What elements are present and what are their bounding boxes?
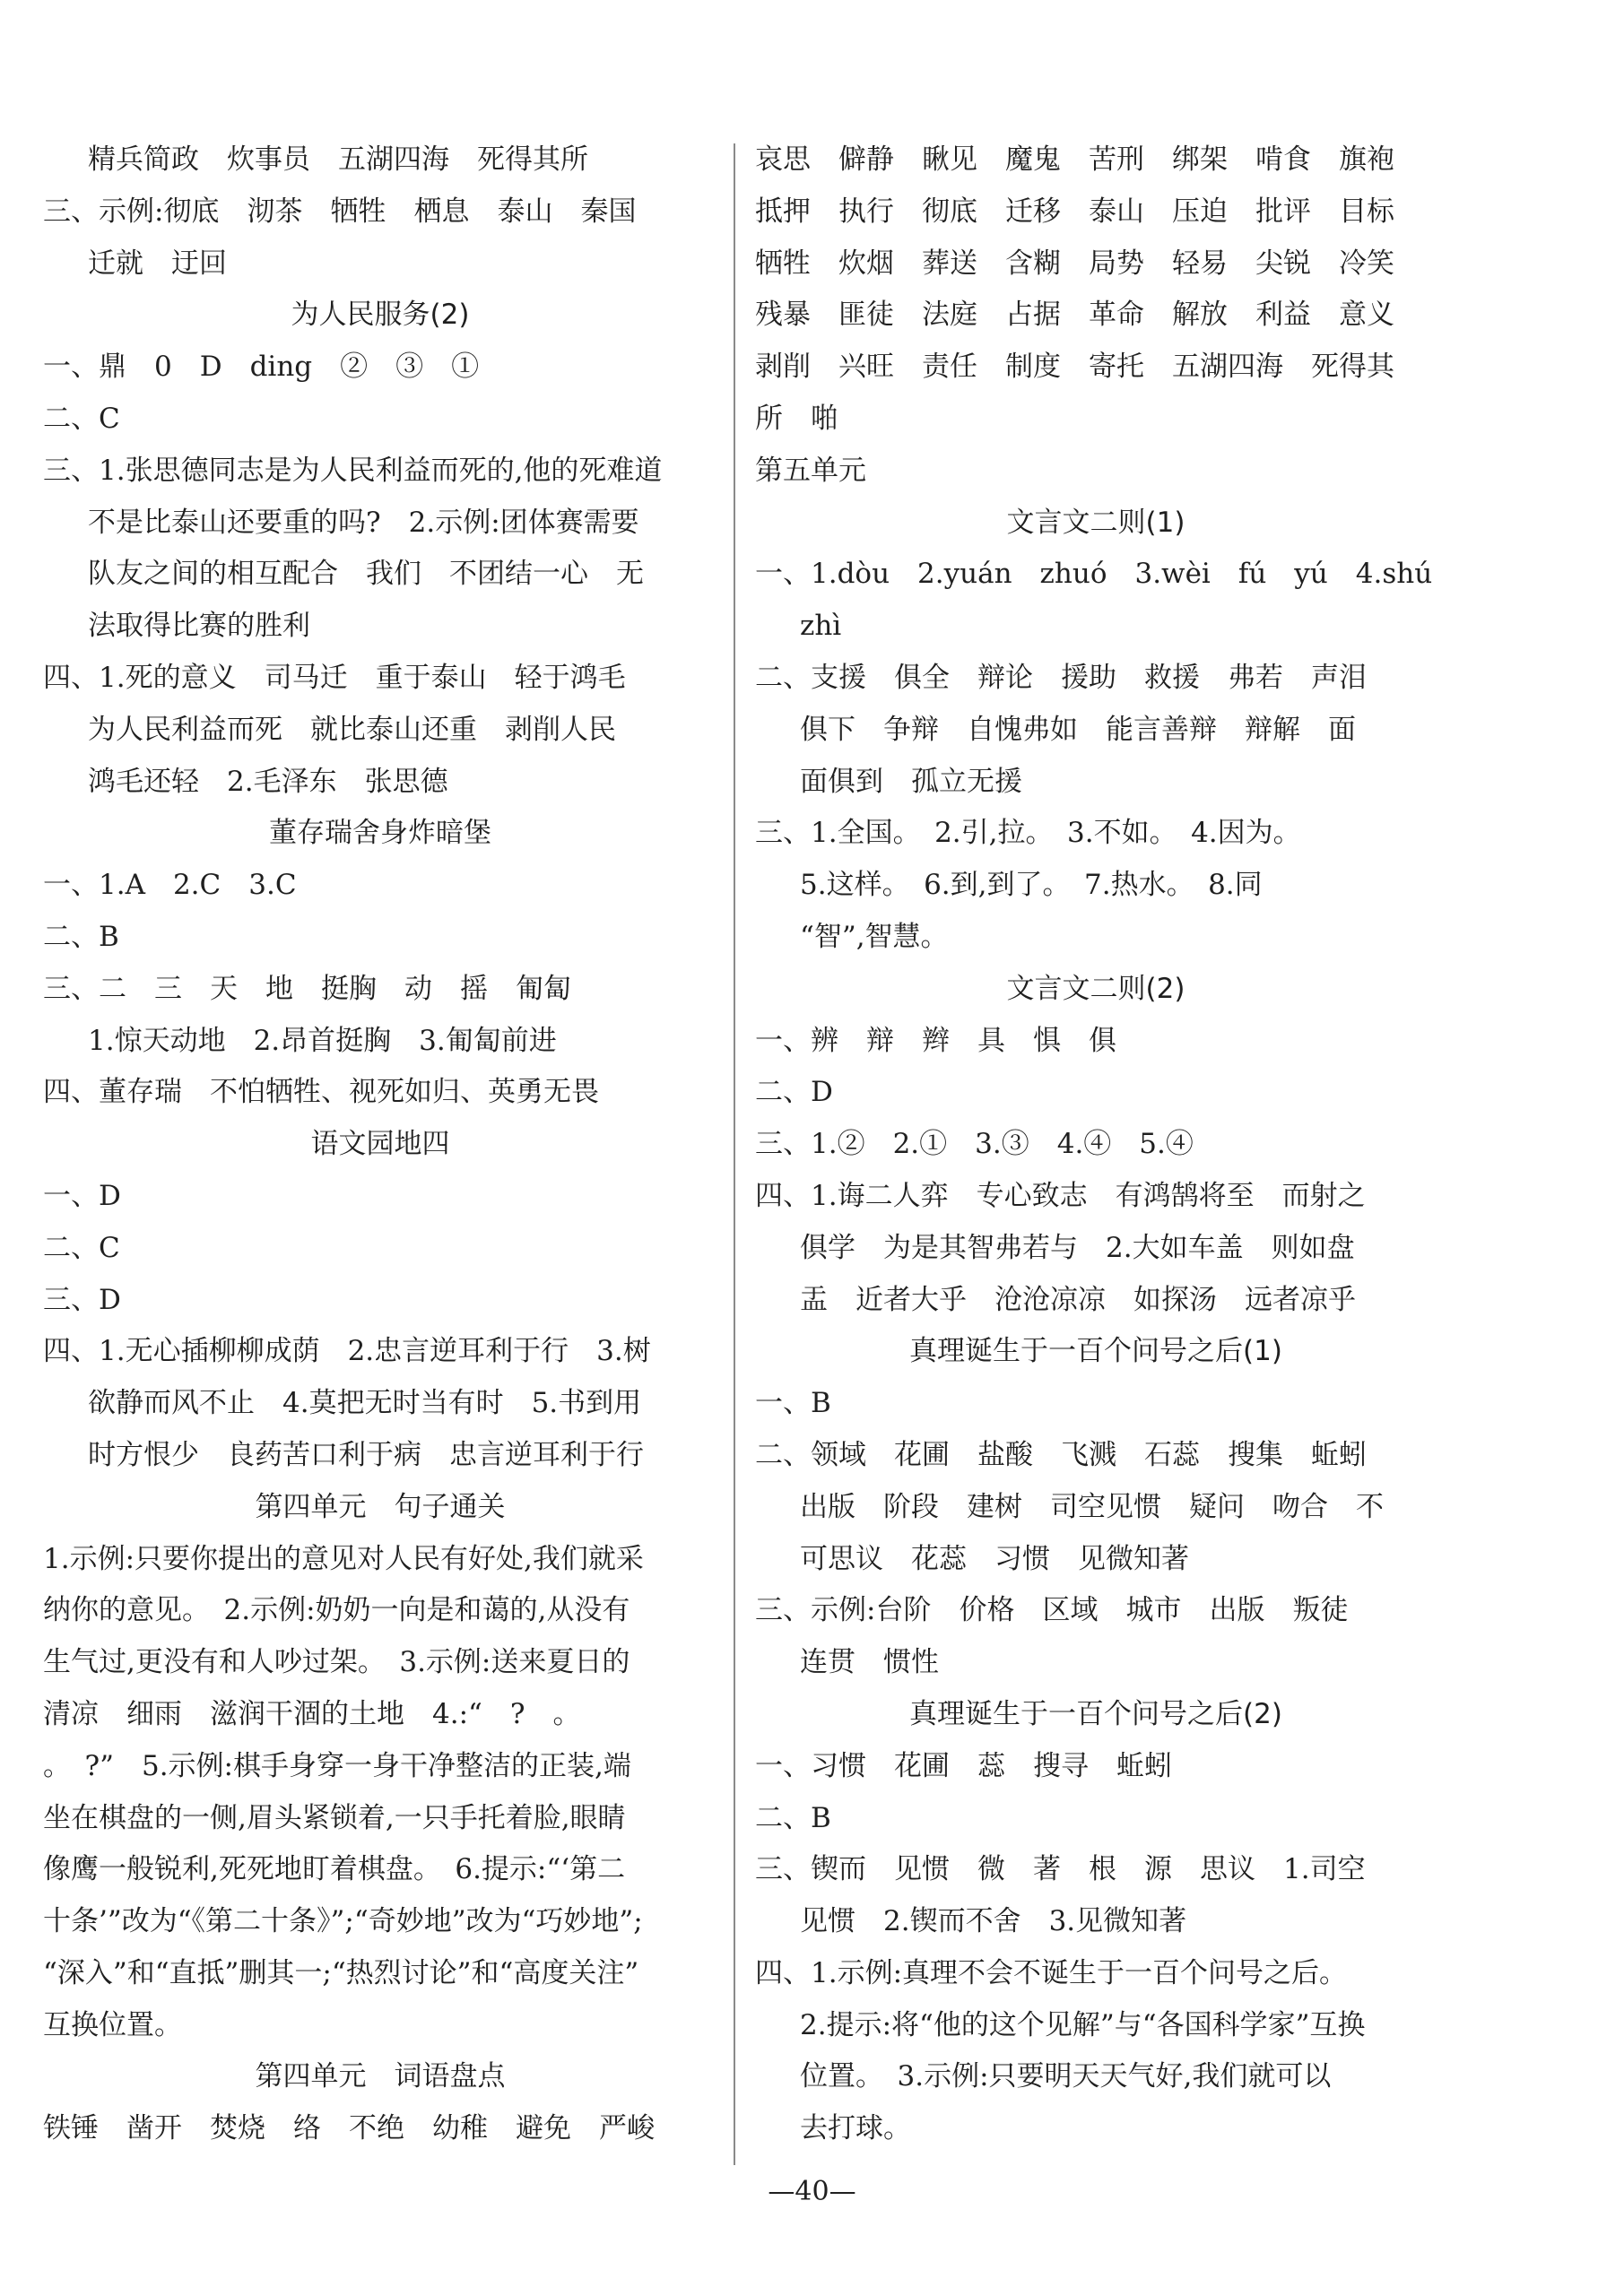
answer-line: 三、1.张思德同志是为人民利益而死的,他的死难道 [43, 454, 663, 487]
answer-line: 铁锤 凿开 焚烧 络 不绝 幼稚 避免 严峻 [43, 2112, 655, 2145]
answer-line: 清凉 细雨 滋润干涸的土地 4.:“ ? 。 [43, 1697, 581, 1730]
answer-line: 。 ?” 5.示例:棋手身穿一身干净整洁的正装,端 [43, 1749, 631, 1782]
section-heading: 董存瑞舍身炸暗堡 [269, 817, 491, 850]
answer-line: 牺牲 炊烟 葬送 含糊 局势 轻易 尖锐 冷笑 [755, 247, 1394, 280]
answer-line: 一、D [43, 1179, 121, 1212]
answer-line: 二、领域 花圃 盐酸 飞溅 石蕊 搜集 蚯蚓 [755, 1438, 1367, 1471]
answer-line: 三、1.全国。 2.引,拉。 3.不如。 4.因为。 [755, 817, 1301, 850]
answer-line: 抵押 执行 彻底 迁移 泰山 压迫 批评 目标 [755, 195, 1394, 228]
answer-line: zhì [800, 610, 842, 643]
answer-line: 纳你的意见。 2.示例:奶奶一向是和蔼的,从没有 [43, 1594, 630, 1627]
section-heading: 为人民服务(2) [291, 299, 470, 332]
answer-line: 四、1.示例:真理不会不诞生于一百个问号之后。 [755, 1956, 1348, 1989]
answer-line: 四、董存瑞 不怕牺牲、视死如归、英勇无畏 [43, 1076, 599, 1109]
answer-line: 剥削 兴旺 责任 制度 寄托 五湖四海 死得其 [755, 351, 1394, 384]
answer-line: 三、1.② 2.① 3.③ 4.④ 5.④ [755, 1128, 1194, 1161]
answer-line: 为人民利益而死 就比泰山还重 剥削人民 [88, 713, 616, 746]
answer-line: 一、鼎 0 D ding ② ③ ① [43, 351, 480, 384]
answer-line: 一、1.dòu 2.yuán zhuó 3.wèi fú yú 4.shú [755, 558, 1433, 591]
section-heading: 真理诞生于一百个问号之后(2) [909, 1697, 1282, 1730]
answer-line: 位置。 3.示例:只要明天天气好,我们就可以 [800, 2060, 1332, 2093]
answer-line: 精兵简政 炊事员 五湖四海 死得其所 [88, 143, 588, 176]
answer-line: 1.示例:只要你提出的意见对人民有好处,我们就采 [43, 1542, 644, 1575]
answer-line: 四、1.死的意义 司马迁 重于泰山 轻于鸿毛 [43, 661, 626, 694]
answer-line: 出版 阶段 建树 司空见惯 疑问 吻合 不 [800, 1490, 1384, 1523]
answer-line: 哀思 僻静 瞅见 魔鬼 苦刑 绑架 啃食 旗袍 [755, 143, 1394, 176]
answer-line: 四、1.诲二人弈 专心致志 有鸿鹄将至 而射之 [755, 1179, 1366, 1212]
answer-line: 二、支援 俱全 辩论 援助 救援 弗若 声泪 [755, 661, 1367, 694]
answer-line: 一、习惯 花圃 蕊 搜寻 蚯蚓 [755, 1749, 1172, 1782]
section-heading: 文言文二则(1) [1006, 506, 1185, 539]
answer-line: “智”,智慧。 [800, 920, 949, 953]
answer-line: 俱下 争辩 自愧弗如 能言善辩 辩解 面 [800, 713, 1356, 746]
answer-line: 二、D [755, 1076, 833, 1109]
answer-line: 一、1.A 2.C 3.C [43, 869, 297, 902]
section-heading: 真理诞生于一百个问号之后(1) [909, 1335, 1282, 1368]
answer-line: 1.惊天动地 2.昂首挺胸 3.匍匐前进 [88, 1024, 557, 1057]
section-heading: 第四单元 词语盘点 [255, 2060, 506, 2093]
answer-line: 残暴 匪徒 法庭 占据 革命 解放 利益 意义 [755, 299, 1394, 332]
answer-line: 四、1.无心插柳柳成荫 2.忠言逆耳利于行 3.树 [43, 1335, 651, 1368]
answer-line: 去打球。 [800, 2112, 911, 2145]
unit-heading: 第五单元 [755, 454, 866, 487]
page-number: —40— [768, 2176, 856, 2207]
right-column [755, 134, 1437, 2155]
answer-line: 一、B [755, 1387, 831, 1420]
answer-line: 盂 近者大乎 沧沧凉凉 如探汤 远者凉乎 [800, 1283, 1356, 1316]
answer-line: 三、锲而 见惯 微 著 根 源 思议 1.司空 [755, 1853, 1366, 1886]
answer-line: 二、B [43, 920, 119, 953]
answer-line: 互换位置。 [43, 2008, 182, 2041]
left-column [43, 134, 717, 2155]
answer-line: 5.这样。 6.到,到了。 7.热水。 8.同 [800, 869, 1263, 902]
answer-line: 不是比泰山还要重的吗? 2.示例:团体赛需要 [88, 506, 639, 539]
answer-line: 三、D [43, 1283, 121, 1316]
section-heading: 语文园地四 [310, 1128, 450, 1161]
answer-line: 三、二 三 天 地 挺胸 动 摇 匍匐 [43, 972, 571, 1005]
answer-line: 迁就 迂回 [88, 247, 227, 280]
answer-line: 三、示例:台阶 价格 区域 城市 出版 叛徒 [755, 1594, 1349, 1627]
answer-line: 欲静而风不止 4.莫把无时当有时 5.书到用 [88, 1387, 642, 1420]
answer-line: 队友之间的相互配合 我们 不团结一心 无 [88, 558, 644, 591]
answer-line: 时方恨少 良药苦口利于病 忠言逆耳利于行 [88, 1438, 644, 1471]
answer-line: 所 啪 [755, 402, 838, 435]
answer-line: 像鹰一般锐利,死死地盯着棋盘。 6.提示:“‘第二 [43, 1853, 626, 1886]
answer-line: 见惯 2.锲而不舍 3.见微知著 [800, 1905, 1187, 1938]
answer-line: 十条’”改为“《第二十条》”;“奇妙地”改为“巧妙地”; [43, 1905, 643, 1938]
answer-line: 生气过,更没有和人吵过架。 3.示例:送来夏日的 [43, 1646, 630, 1679]
answer-line: 一、辨 辩 辫 具 惧 俱 [755, 1024, 1116, 1057]
answer-line: 坐在棋盘的一侧,眉头紧锁着,一只手托着脸,眼睛 [43, 1801, 626, 1834]
answer-line: 俱学 为是其智弗若与 2.大如车盖 则如盘 [800, 1231, 1355, 1264]
answer-line: 二、C [43, 402, 120, 435]
column-divider [734, 143, 735, 2165]
answer-line: 可思议 花蕊 习惯 见微知著 [800, 1542, 1189, 1575]
answer-line: 二、B [755, 1801, 831, 1834]
answer-line: “深入”和“直抵”删其一;“热烈讨论”和“高度关注” [43, 1956, 639, 1989]
answer-line: 法取得比赛的胜利 [88, 610, 310, 643]
answer-line: 2.提示:将“他的这个见解”与“各国科学家”互换 [800, 2008, 1366, 2041]
answer-line: 面俱到 孤立无援 [800, 765, 1022, 798]
answer-line: 二、C [43, 1231, 120, 1264]
section-heading: 第四单元 句子通关 [255, 1490, 506, 1523]
answer-line: 连贯 惯性 [800, 1646, 939, 1679]
answer-line: 三、示例:彻底 沏茶 牺牲 栖息 泰山 秦国 [43, 195, 637, 228]
answer-line: 鸿毛还轻 2.毛泽东 张思德 [88, 765, 448, 798]
section-heading: 文言文二则(2) [1006, 972, 1185, 1005]
